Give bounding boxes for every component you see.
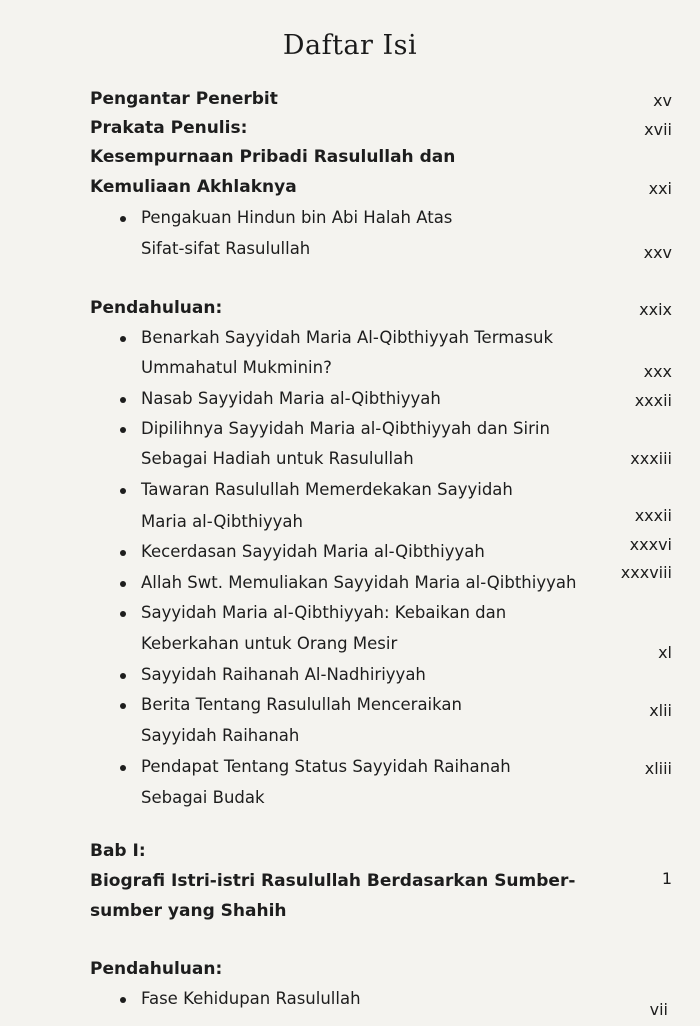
bullet-icon (120, 765, 126, 771)
toc-entry-title: Maria al-Qibthiyyah (141, 512, 303, 531)
toc-entry-page: xxix (639, 300, 672, 319)
toc-entry (0, 900, 700, 932)
bullet-icon (120, 997, 126, 1003)
toc-entry (0, 958, 700, 990)
toc-entry-title: Allah Swt. Memuliakan Sayyidah Maria al-Qibthiyyah (141, 573, 577, 592)
bullet-icon (120, 673, 126, 679)
toc-entry-title: Kecerdasan Sayyidah Maria al-Qibthiyyah (141, 542, 485, 561)
bullet-icon (120, 611, 126, 617)
toc-entry-page: xxi (648, 179, 672, 198)
toc-entry-title: Pendahuluan: (90, 298, 223, 318)
toc-entry-title: Nasab Sayyidah Maria al-Qibthiyyah (141, 389, 441, 408)
toc-entry-title: Pengakuan Hindun bin Abi Halah Atas (141, 208, 453, 227)
bullet-icon (120, 703, 126, 709)
toc-entry-title: Sayyidah Raihanah Al-Nadhiriyyah (141, 665, 426, 684)
toc-entry-title: Benarkah Sayyidah Maria Al-Qibthiyyah Termasuk (141, 328, 554, 347)
toc-entry-title: sumber yang Shahih (90, 901, 287, 921)
toc-entry-page: xl (658, 643, 672, 662)
toc-entry-title: Berita Tentang Rasulullah Menceraikan (141, 695, 462, 714)
bullet-icon (120, 216, 126, 222)
toc-entry-title: Pendapat Tentang Status Sayyidah Raihanah (141, 757, 511, 776)
toc-entry-page: xlii (649, 701, 672, 720)
toc-entry-title: Ummahatul Mukminin? (141, 358, 332, 377)
toc-entry-title: Tawaran Rasulullah Memerdekakan Sayyidah (141, 480, 513, 499)
toc-entry-page: xv (653, 91, 672, 110)
toc-entry (0, 988, 700, 1020)
toc-entry-page: xxx (643, 362, 672, 381)
bullet-icon (120, 427, 126, 433)
toc-entry-title: Sifat-sifat Rasulullah (141, 239, 311, 258)
toc-entry (0, 602, 700, 634)
toc-entry-title: Sayyidah Raihanah (141, 726, 300, 745)
bullet-icon (120, 336, 126, 342)
toc-entry-title: Bab I: (90, 841, 146, 861)
bullet-icon (120, 397, 126, 403)
toc-entry-title: Kesempurnaan Pribadi Rasulullah dan (90, 147, 456, 167)
toc-entry-title: Sayyidah Maria al-Qibthiyyah: Kebaikan dan (141, 603, 507, 622)
page-number: vii (649, 1000, 668, 1019)
toc-entry-title: Pengantar Penerbit (90, 89, 278, 109)
toc-entry-page: xvii (644, 120, 672, 139)
toc-entry-page: xliii (644, 759, 672, 778)
toc-entry (0, 664, 700, 696)
toc-entry-title: Kemuliaan Akhlaknya (90, 177, 297, 197)
toc-entry-title: Sebagai Hadiah untuk Rasulullah (141, 449, 414, 468)
page-title: Daftar Isi (282, 30, 418, 61)
toc-entry-title: Prakata Penulis: (90, 118, 248, 138)
toc-entry-page: xxxviii (620, 563, 672, 582)
toc-entry-title: Pendahuluan: (90, 959, 223, 979)
toc-entry-page: xxxii (634, 506, 672, 525)
toc-entry (0, 418, 700, 450)
toc-entry (0, 725, 700, 757)
toc-entry-page: xxxii (634, 391, 672, 410)
toc-entry-title: Sebagai Budak (141, 788, 265, 807)
toc-entry-page: 1 (661, 869, 672, 888)
bullet-icon (120, 488, 126, 494)
toc-entry-title: Keberkahan untuk Orang Mesir (141, 634, 398, 653)
toc-entry (0, 327, 700, 359)
toc-entry-title: Biografi Istri-istri Rasulullah Berdasarkan Sumber- (90, 871, 576, 891)
toc-entry-page: xxxvi (629, 535, 672, 554)
toc-entry-page: xxv (643, 243, 672, 262)
toc-entry-title: Fase Kehidupan Rasulullah (141, 989, 361, 1008)
toc-entry (0, 207, 700, 239)
toc-entry (0, 787, 700, 819)
toc-entry (0, 146, 700, 178)
bullet-icon (120, 550, 126, 556)
toc-entry-title: Dipilihnya Sayyidah Maria al-Qibthiyyah dan Sirin (141, 419, 550, 438)
bullet-icon (120, 581, 126, 587)
toc-entry-page: xxxiii (630, 449, 672, 468)
